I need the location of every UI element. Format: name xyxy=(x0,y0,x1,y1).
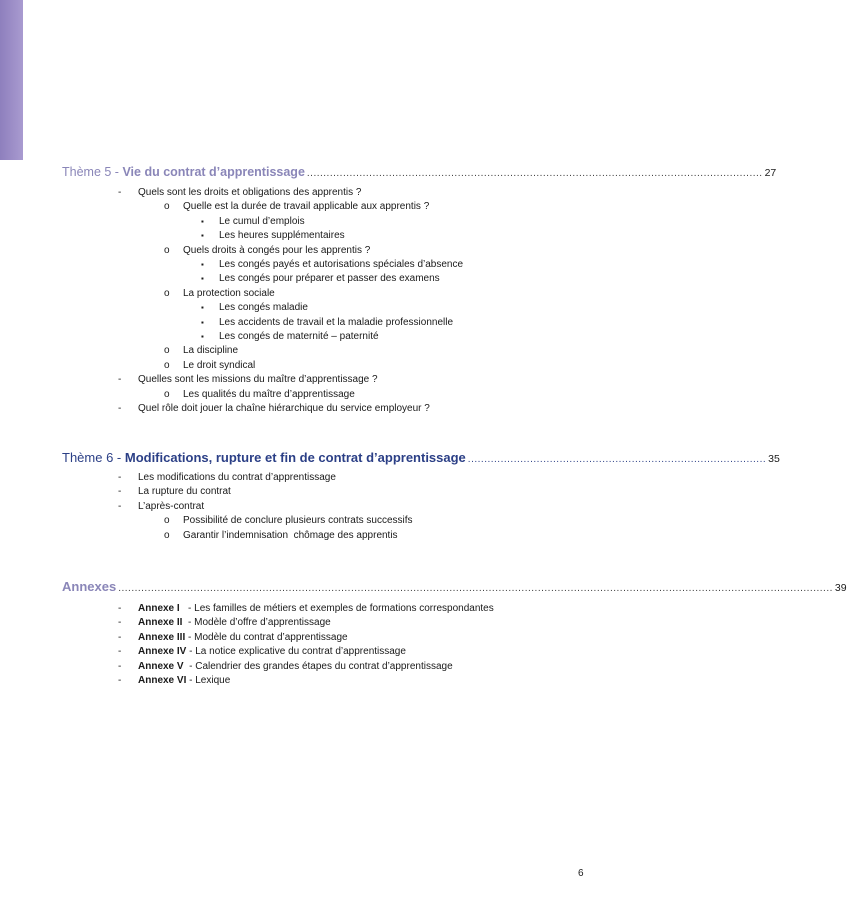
list-item-text: Possibilité de conclure plusieurs contrats successifs xyxy=(183,515,413,527)
annexes-list-item[interactable] xyxy=(118,602,494,616)
theme6-list-item[interactable] xyxy=(118,471,336,485)
annexes-title: Annexes xyxy=(62,579,117,594)
annex-name: Annexe V xyxy=(138,660,184,672)
toc-heading-theme6[interactable] xyxy=(62,450,780,465)
list-marker: - xyxy=(118,403,122,414)
list-item-text: - Lexique xyxy=(186,675,231,686)
theme5-list-item[interactable] xyxy=(201,215,305,229)
list-item-text: - Modèle d’offre d’apprentissage xyxy=(182,617,331,629)
list-marker: o xyxy=(164,287,170,299)
theme5-list-item[interactable] xyxy=(164,200,430,214)
toc-heading-annexes[interactable] xyxy=(62,579,847,594)
list-marker: - xyxy=(118,603,122,614)
theme6-leader-dots: ........................................................................................... xyxy=(467,454,767,465)
list-marker: - xyxy=(118,631,122,643)
annexes-list-item[interactable] xyxy=(118,616,331,630)
list-marker: - xyxy=(118,617,122,629)
theme5-list-item[interactable] xyxy=(164,344,239,358)
list-item-text: Les congés pour préparer et passer des examens xyxy=(219,273,440,285)
list-marker: - xyxy=(118,374,122,386)
list-marker: ▪ xyxy=(201,317,204,327)
list-item-text: La discipline xyxy=(183,345,239,357)
theme6-page-number: 35 xyxy=(768,453,780,465)
theme6-list-item[interactable] xyxy=(164,529,398,543)
list-item-text: Les heures supplémentaires xyxy=(219,230,345,242)
annexes-list-item[interactable] xyxy=(118,674,231,688)
list-marker: ▪ xyxy=(201,216,204,226)
theme5-list-item[interactable] xyxy=(118,402,430,416)
theme5-list-item[interactable] xyxy=(118,373,378,387)
list-item-text: Le cumul d’emplois xyxy=(219,215,305,227)
list-item-text: Les accidents de travail et la maladie professionnelle xyxy=(219,316,454,328)
theme5-list-item[interactable] xyxy=(118,186,362,200)
list-marker: - xyxy=(118,472,122,483)
list-item-text: - La notice explicative du contrat d’apprentissage xyxy=(186,646,406,658)
list-item-text: - Modèle du contrat d’apprentissage xyxy=(185,631,348,643)
theme5-list-item[interactable] xyxy=(164,244,371,258)
list-marker: o xyxy=(164,515,170,527)
theme5-list-item[interactable] xyxy=(201,316,454,330)
theme5-list-item[interactable] xyxy=(201,330,379,344)
list-marker: - xyxy=(118,646,122,658)
list-marker: ▪ xyxy=(201,303,204,313)
list-item-text: La protection sociale xyxy=(183,287,275,299)
annexes-list-item[interactable] xyxy=(118,660,453,674)
annexes-page-number: 39 xyxy=(834,582,847,594)
list-marker: o xyxy=(164,345,170,357)
theme5-list-item[interactable] xyxy=(164,287,275,301)
list-item-text: Les congés de maternité – paternité xyxy=(219,331,379,342)
list-item-text: La rupture du contrat xyxy=(138,486,231,498)
list-marker: o xyxy=(164,244,170,256)
list-marker: - xyxy=(118,660,122,672)
theme5-leader-dots: ........................................................................................................................................... xyxy=(306,168,763,179)
list-item-text: Quels sont les droits et obligations des apprentis ? xyxy=(138,187,362,198)
theme5-title: Vie du contrat d’apprentissage xyxy=(122,165,305,179)
list-item-text: Les congés payés et autorisations spéciales d’absence xyxy=(219,259,464,270)
theme5-list-item[interactable] xyxy=(201,229,345,243)
theme5-list-item[interactable] xyxy=(164,359,256,373)
annex-name: Annexe VI xyxy=(138,675,187,686)
annex-name: Annexe I xyxy=(138,603,180,614)
list-marker: o xyxy=(164,359,170,371)
list-item-text: L’après-contrat xyxy=(138,500,205,512)
decorative-side-bar xyxy=(0,0,23,160)
theme5-label: Thème 5 - xyxy=(62,165,123,179)
list-marker: o xyxy=(164,201,170,213)
annex-name: Annexe IV xyxy=(138,646,187,658)
list-item-text: Quelles sont les missions du maître d’apprentissage ? xyxy=(138,374,378,386)
list-item-text: Garantir l’indemnisation chômage des apprentis xyxy=(183,529,398,541)
theme6-title: Modifications, rupture et fin de contrat d’apprentissage xyxy=(124,450,466,465)
theme5-page-number: 27 xyxy=(764,167,777,179)
list-marker: - xyxy=(118,486,122,498)
theme6-list-item[interactable] xyxy=(164,514,413,528)
list-marker: ▪ xyxy=(201,274,204,284)
list-item-text: Quelle est la durée de travail applicable aux apprentis ? xyxy=(183,201,430,213)
toc-heading-theme5[interactable] xyxy=(62,165,777,179)
annexes-leader-dots: .......................................................................................................................................................................................................................... xyxy=(118,583,833,594)
theme6-label: Thème 6 - xyxy=(62,450,125,465)
page-number: 6 xyxy=(578,868,584,879)
list-item-text: Les congés maladie xyxy=(219,302,308,314)
theme6-list-item[interactable] xyxy=(118,500,205,514)
list-marker: - xyxy=(118,187,122,198)
list-item-text: - Les familles de métiers et exemples de formations correspondantes xyxy=(179,603,494,614)
list-marker: o xyxy=(164,529,170,541)
list-item-text: Quels droits à congés pour les apprentis ? xyxy=(183,244,371,256)
list-marker: - xyxy=(118,675,122,686)
list-marker: ▪ xyxy=(201,231,204,241)
theme5-list-item[interactable] xyxy=(201,301,308,315)
list-item-text: Quel rôle doit jouer la chaîne hiérarchique du service employeur ? xyxy=(138,403,430,414)
annexes-list-item[interactable] xyxy=(118,631,348,645)
theme6-list-item[interactable] xyxy=(118,485,231,499)
annexes-list-item[interactable] xyxy=(118,645,406,659)
theme5-list-item[interactable] xyxy=(201,272,440,286)
list-marker: - xyxy=(118,500,122,512)
list-marker: o xyxy=(164,388,170,400)
theme5-list-item[interactable] xyxy=(164,388,355,402)
list-marker: ▪ xyxy=(201,332,204,341)
list-marker: ▪ xyxy=(201,260,204,269)
list-item-text: Les qualités du maître d’apprentissage xyxy=(183,388,355,400)
theme5-list-item[interactable] xyxy=(201,258,464,272)
list-item-text: Le droit syndical xyxy=(183,359,256,371)
list-item-text: Les modifications du contrat d’apprentissage xyxy=(138,472,336,483)
annex-name: Annexe III xyxy=(138,631,186,643)
list-item-text: - Calendrier des grandes étapes du contrat d’apprentissage xyxy=(183,660,453,672)
annex-name: Annexe II xyxy=(138,617,183,629)
